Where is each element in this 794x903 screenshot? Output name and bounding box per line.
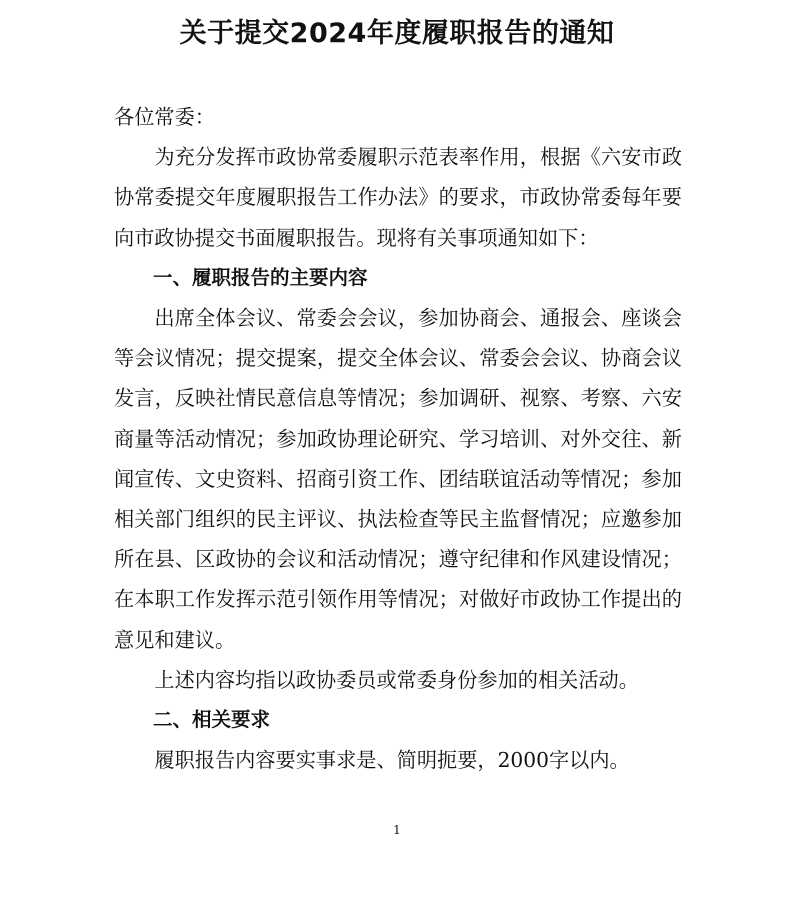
page-number: 1 xyxy=(393,823,401,837)
section-2-body: 履职报告内容要实事求是、简明扼要，2000字以内。 xyxy=(154,748,630,773)
intro-paragraph: 为充分发挥市政协常委履职示范表率作用，根据《六安市政协常委提交年度履职报告工作办法》的要求，市政协常委每年要向市政协提交书面履职报告。现将有关事项通知如下： xyxy=(114,145,682,250)
section-1-note: 上述内容均指以政协委员或常委身份参加的相关活动。 xyxy=(154,667,639,692)
document-title: 关于提交2024年度履职报告的通知 xyxy=(179,18,615,49)
salutation: 各位常委： xyxy=(114,105,215,129)
section-1-heading: 一、履职报告的主要内容 xyxy=(153,265,368,289)
section-1-body: 出席全体会议、常委会会议，参加协商会、通报会、座谈会等会议情况；提交提案，提交全体会议、常委会会议、协商会议发言，反映社情民意信息等情况；参加调研、视察、考察、六安商量等活动情况；参加政协理论研究、学习培训、对外交往、新闻宣传、文史资料、招商引资工作、团结联谊活动等情况；参加相关部门组织的民主评议、执法检查等民主监督情况；应邀参加所在县、区政协的会议和活动情况；遵守纪律和作风建设情况；在本职工作发挥示范引领作用等情况；对做好市政协工作提出的意见和建议。 xyxy=(114,306,682,652)
section-2-heading: 二、相关要求 xyxy=(153,708,271,732)
document-body xyxy=(114,97,682,780)
